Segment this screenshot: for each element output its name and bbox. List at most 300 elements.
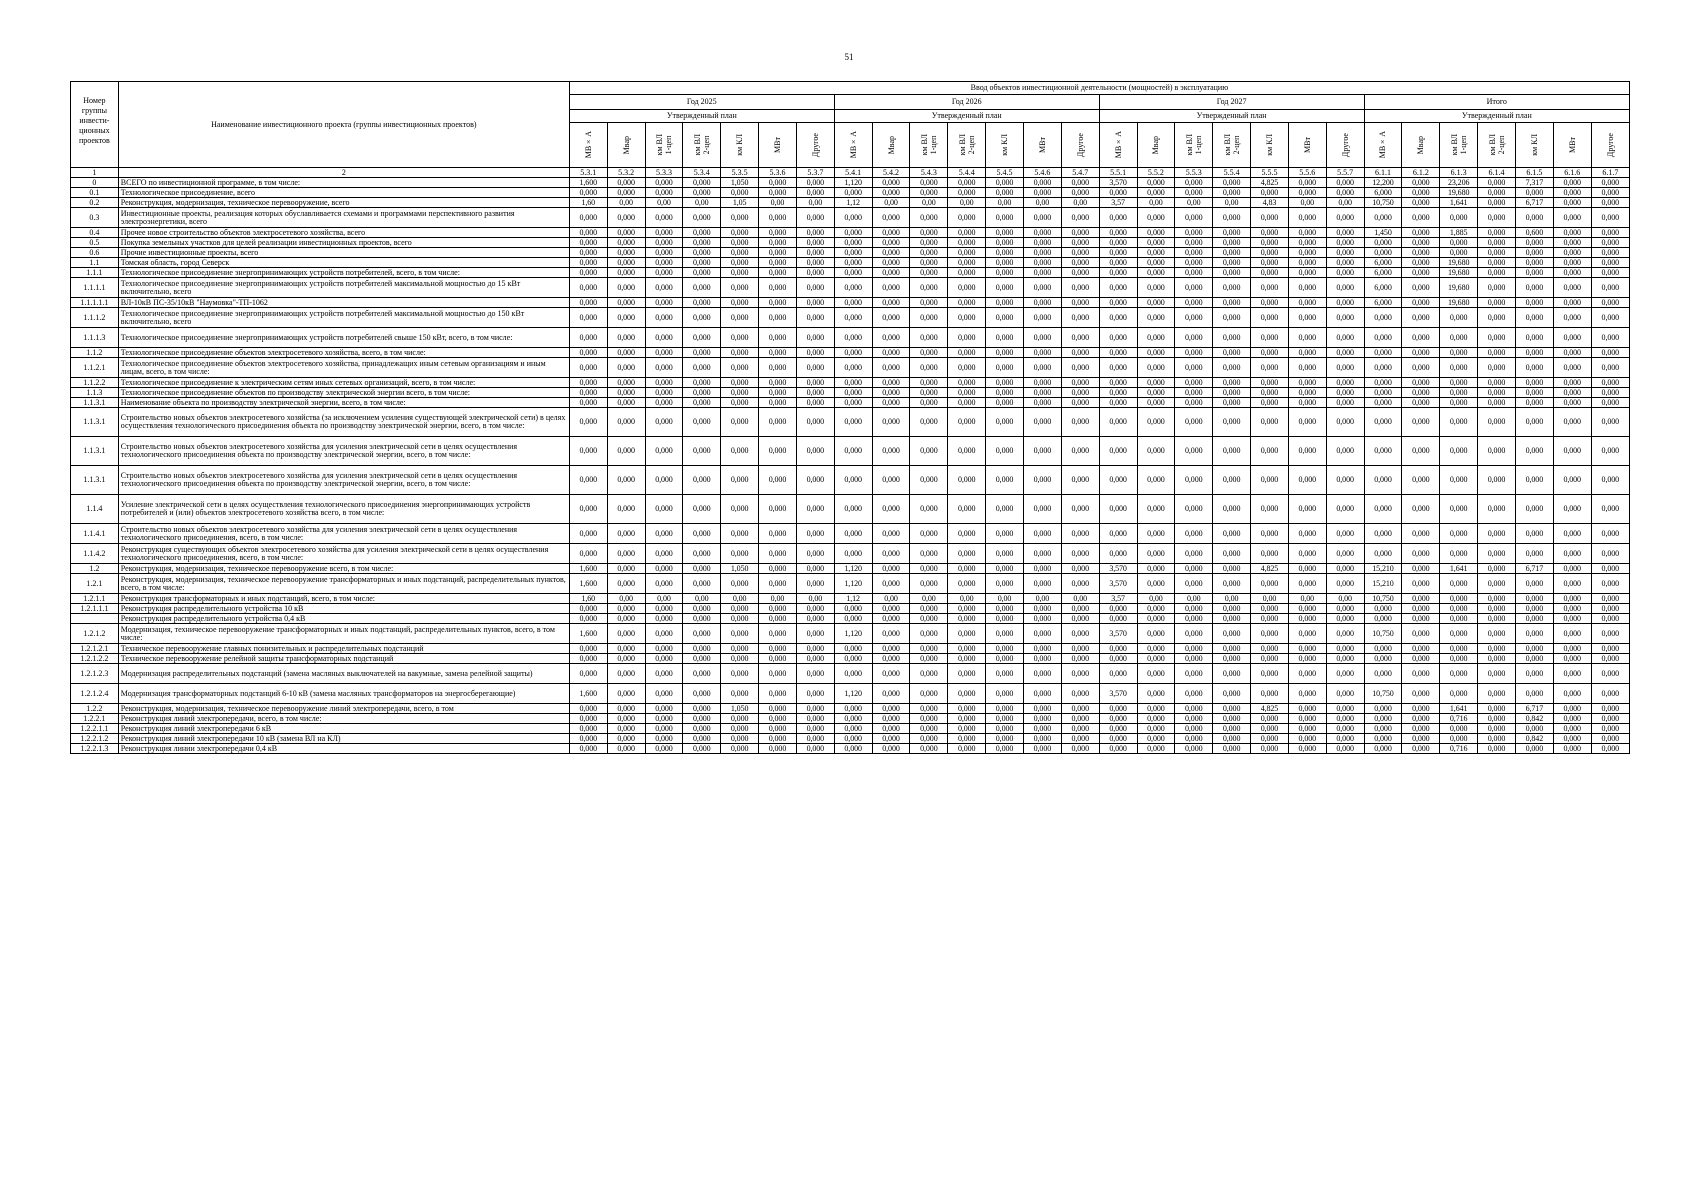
- row-value: 0,00: [910, 594, 948, 604]
- row-value: 0,000: [948, 624, 986, 644]
- row-value: 0,000: [1402, 358, 1440, 378]
- header-unit: [721, 123, 759, 168]
- row-value: 0,000: [1591, 664, 1629, 684]
- row-value: 0,000: [1137, 268, 1175, 278]
- row-project-name: Технологическое присоединение энергопринимающих устройств потребителей, всего, в том числе:: [118, 268, 569, 278]
- row-value: 0,000: [986, 644, 1024, 654]
- row-value: 4,825: [1251, 564, 1289, 574]
- row-value: 0,000: [948, 544, 986, 564]
- row-value: 0,000: [1553, 408, 1591, 437]
- row-value: 0,000: [1402, 664, 1440, 684]
- unit-label: Другое: [1605, 132, 1615, 158]
- row-value: 0,000: [1326, 724, 1364, 734]
- row-project-name: Модернизация, техническое перевооружение трансформаторных и иных подстанций, распределительных пунктов, всего, в том числе:: [118, 624, 569, 644]
- row-value: 0,000: [1553, 564, 1591, 574]
- row-value: 0,000: [683, 624, 721, 644]
- header-unit: [1478, 123, 1516, 168]
- row-value: 0,000: [1099, 238, 1137, 248]
- row-value: 0,000: [683, 228, 721, 238]
- row-value: 0,000: [910, 744, 948, 754]
- table-row: [71, 278, 1630, 298]
- row-value: 0,000: [1175, 178, 1213, 188]
- row-project-name: Техническое перевооружение главных понизительных и распределительных подстанций: [118, 644, 569, 654]
- row-value: 0,000: [1061, 734, 1099, 744]
- header-unit: [1251, 123, 1289, 168]
- row-value: 10,750: [1364, 624, 1402, 644]
- row-value: 19,680: [1440, 298, 1478, 308]
- row-value: 0,000: [1326, 298, 1364, 308]
- row-value: 0,000: [1288, 724, 1326, 734]
- row-value: 0,000: [834, 258, 872, 268]
- row-value: 0,000: [986, 654, 1024, 664]
- column-number: 5.4.4: [948, 168, 986, 178]
- row-value: 0,000: [1061, 564, 1099, 574]
- row-value: 0,000: [910, 378, 948, 388]
- row-value: 0,000: [1364, 724, 1402, 734]
- row-value: 0,000: [986, 248, 1024, 258]
- row-value: 0,000: [1591, 408, 1629, 437]
- row-value: 0,000: [1553, 574, 1591, 594]
- table-row: [71, 178, 1630, 188]
- row-value: 0,000: [1478, 248, 1516, 258]
- row-value: 0,000: [569, 654, 607, 664]
- row-value: 0,000: [1515, 437, 1553, 466]
- row-project-name: Реконструкция, модернизация, техническое перевооружение, всего: [118, 198, 569, 208]
- table-row: [71, 398, 1630, 408]
- row-value: 0,000: [872, 398, 910, 408]
- row-value: 0,000: [1515, 388, 1553, 398]
- row-value: 0,000: [1137, 744, 1175, 754]
- row-value: 0,000: [569, 278, 607, 298]
- row-value: 0,000: [759, 564, 797, 574]
- row-value: 0,000: [759, 437, 797, 466]
- row-value: 0,000: [1099, 644, 1137, 654]
- row-value: 0,000: [948, 378, 986, 388]
- row-value: 0,000: [721, 544, 759, 564]
- row-value: 0,00: [645, 594, 683, 604]
- row-value: 0,000: [1099, 308, 1137, 328]
- row-value: 0,000: [986, 228, 1024, 238]
- row-value: 0,00: [872, 198, 910, 208]
- row-value: 0,000: [834, 308, 872, 328]
- row-project-name: Технологическое присоединение энергопринимающих устройств потребителей максимальной мощностью до 15 кВт включительно, всего: [118, 278, 569, 298]
- row-number: 1.1.4.2: [71, 544, 119, 564]
- row-value: 0,000: [948, 248, 986, 258]
- row-value: 0,000: [1213, 238, 1251, 248]
- column-number: 5.5.4: [1213, 168, 1251, 178]
- row-value: 0,000: [1553, 466, 1591, 495]
- row-value: 0,000: [1213, 308, 1251, 328]
- row-value: 0,000: [910, 714, 948, 724]
- row-value: 0,000: [948, 358, 986, 378]
- row-value: 0,000: [721, 398, 759, 408]
- row-value: 0,000: [1061, 358, 1099, 378]
- row-value: 0,000: [1478, 524, 1516, 544]
- row-value: 0,000: [1175, 278, 1213, 298]
- table-row: [71, 358, 1630, 378]
- row-value: 6,717: [1515, 198, 1553, 208]
- row-value: 0,00: [1137, 198, 1175, 208]
- row-value: 0,000: [569, 466, 607, 495]
- row-value: 0,000: [1326, 744, 1364, 754]
- row-value: 0,000: [683, 298, 721, 308]
- row-value: 0,000: [834, 388, 872, 398]
- row-value: 0,000: [759, 495, 797, 524]
- header-unit: [872, 123, 910, 168]
- row-number: 1.1.4: [71, 495, 119, 524]
- row-value: 1,120: [834, 564, 872, 574]
- row-value: 0,000: [1440, 524, 1478, 544]
- row-value: 0,000: [1061, 308, 1099, 328]
- row-value: 0,000: [1099, 208, 1137, 228]
- row-value: 0,000: [1591, 238, 1629, 248]
- row-value: 0,000: [1553, 178, 1591, 188]
- row-value: 0,000: [872, 348, 910, 358]
- row-value: 0,000: [1213, 684, 1251, 704]
- row-value: 0,000: [1326, 408, 1364, 437]
- row-value: 0,000: [645, 614, 683, 624]
- row-value: 0,000: [834, 278, 872, 298]
- row-value: 0,000: [607, 398, 645, 408]
- row-value: 0,000: [1440, 654, 1478, 664]
- row-value: 23,206: [1440, 178, 1478, 188]
- row-value: 0,000: [1251, 388, 1289, 398]
- row-value: 0,000: [569, 308, 607, 328]
- row-value: 0,000: [1515, 664, 1553, 684]
- row-value: 0,00: [759, 198, 797, 208]
- row-value: 0,000: [1023, 268, 1061, 278]
- row-value: 0,000: [721, 328, 759, 348]
- table-row: [71, 564, 1630, 574]
- row-value: 0,000: [1175, 348, 1213, 358]
- row-value: 0,000: [1515, 358, 1553, 378]
- row-value: 0,000: [1515, 594, 1553, 604]
- row-value: 0,000: [1213, 544, 1251, 564]
- row-value: 0,000: [1402, 268, 1440, 278]
- row-value: 0,000: [607, 298, 645, 308]
- row-value: 0,000: [1553, 734, 1591, 744]
- row-value: 0,000: [721, 604, 759, 614]
- row-value: 0,000: [1478, 328, 1516, 348]
- row-value: 0,000: [872, 437, 910, 466]
- row-value: 0,000: [1478, 495, 1516, 524]
- header-unit: [645, 123, 683, 168]
- row-project-name: Наименование объекта по производству электрической энергии, всего, в том числе:: [118, 398, 569, 408]
- row-value: 0,000: [1478, 258, 1516, 268]
- row-value: 0,000: [645, 268, 683, 278]
- row-value: 0,000: [834, 378, 872, 388]
- row-value: 0,000: [910, 348, 948, 358]
- row-value: 0,000: [1553, 664, 1591, 684]
- header-period: Год 2026: [834, 95, 1099, 110]
- row-value: 0,000: [1326, 348, 1364, 358]
- header-unit: [796, 123, 834, 168]
- row-value: 0,000: [834, 188, 872, 198]
- row-value: 0,000: [683, 524, 721, 544]
- row-value: 10,750: [1364, 198, 1402, 208]
- row-value: 0,000: [872, 328, 910, 348]
- row-value: 0,00: [1251, 594, 1289, 604]
- row-value: 0,000: [1326, 684, 1364, 704]
- row-value: 0,000: [910, 574, 948, 594]
- row-value: 0,000: [1061, 228, 1099, 238]
- row-value: 0,000: [1515, 654, 1553, 664]
- row-project-name: ВСЕГО по инвестиционной программе, в том числе:: [118, 178, 569, 188]
- row-value: 0,000: [1213, 278, 1251, 298]
- row-number: 1.2.1.1.1: [71, 604, 119, 614]
- row-project-name: Реконструкция линий электропередачи 10 кВ (замена ВЛ на КЛ): [118, 734, 569, 744]
- header-unit: [1326, 123, 1364, 168]
- row-value: 0,000: [1402, 278, 1440, 298]
- row-value: 0,000: [683, 704, 721, 714]
- row-number: 1.1.1.2: [71, 308, 119, 328]
- row-value: 0,000: [569, 298, 607, 308]
- row-value: 0,000: [1023, 348, 1061, 358]
- row-value: 0,000: [1023, 644, 1061, 654]
- row-value: 0,000: [1288, 614, 1326, 624]
- row-value: 0,000: [796, 408, 834, 437]
- row-value: 0,000: [1137, 704, 1175, 714]
- row-value: 0,000: [1478, 604, 1516, 614]
- row-value: 0,000: [1515, 604, 1553, 614]
- row-project-name: Реконструкция линий электропередачи 6 кВ: [118, 724, 569, 734]
- row-value: 0,000: [1213, 258, 1251, 268]
- row-value: 0,000: [796, 228, 834, 238]
- row-value: 0,000: [1023, 654, 1061, 664]
- row-value: 0,000: [607, 564, 645, 574]
- row-value: 0,000: [1137, 564, 1175, 574]
- row-value: 0,000: [1023, 298, 1061, 308]
- column-number: 5.4.1: [834, 168, 872, 178]
- row-value: 0,000: [1061, 437, 1099, 466]
- row-value: 0,000: [1515, 614, 1553, 624]
- header-approved-plan: Утвержденный план: [1364, 110, 1629, 123]
- row-value: 0,000: [834, 614, 872, 624]
- row-value: 0,000: [1440, 664, 1478, 684]
- table-row: [71, 258, 1630, 268]
- row-number: 0: [71, 178, 119, 188]
- row-value: 0,000: [910, 268, 948, 278]
- row-value: 0,000: [986, 704, 1024, 714]
- row-value: 0,000: [1213, 188, 1251, 198]
- row-value: 0,00: [1213, 198, 1251, 208]
- row-value: 0,000: [1023, 684, 1061, 704]
- row-value: 0,000: [1402, 724, 1440, 734]
- row-value: 0,000: [1023, 744, 1061, 754]
- row-value: 0,000: [1553, 654, 1591, 664]
- row-value: 0,000: [1326, 714, 1364, 724]
- row-value: 0,000: [986, 624, 1024, 644]
- row-value: 0,000: [721, 734, 759, 744]
- row-value: 0,000: [872, 704, 910, 714]
- row-value: 0,000: [1061, 348, 1099, 358]
- row-value: 0,000: [1288, 268, 1326, 278]
- row-value: 0,000: [986, 328, 1024, 348]
- row-value: 0,00: [607, 594, 645, 604]
- row-value: 0,000: [1591, 704, 1629, 714]
- table-row: [71, 238, 1630, 248]
- row-value: 0,000: [1478, 278, 1516, 298]
- row-value: 0,000: [607, 188, 645, 198]
- row-value: 0,000: [1402, 308, 1440, 328]
- row-value: 0,00: [759, 594, 797, 604]
- row-value: 0,000: [1440, 248, 1478, 258]
- row-value: 0,000: [910, 624, 948, 644]
- row-project-name: Строительство новых объектов электросетевого хозяйства для усиления электрической сети в целях осуществления технологического присоединения объекта по производству электрической энергии, всего, в том числе:: [118, 437, 569, 466]
- row-value: 0,000: [1213, 704, 1251, 714]
- row-value: 0,00: [1023, 594, 1061, 604]
- row-value: 0,000: [948, 466, 986, 495]
- row-value: 0,000: [948, 308, 986, 328]
- row-value: 0,000: [759, 574, 797, 594]
- unit-label: км КЛ: [1264, 134, 1274, 156]
- row-project-name: Реконструкция, модернизация, техническое перевооружение всего, в том числе:: [118, 564, 569, 574]
- row-value: 3,57: [1099, 198, 1137, 208]
- row-value: 0,000: [1251, 714, 1289, 724]
- row-value: 0,000: [1288, 308, 1326, 328]
- row-value: 0,000: [683, 614, 721, 624]
- header-unit: [834, 123, 872, 168]
- row-value: 0,000: [948, 604, 986, 614]
- row-value: 0,000: [1402, 744, 1440, 754]
- row-value: 0,000: [910, 388, 948, 398]
- row-project-name: Технологическое присоединение объектов по производству электрической энергии всего, в том числе:: [118, 388, 569, 398]
- row-value: 0,000: [1591, 594, 1629, 604]
- row-value: 0,000: [1061, 388, 1099, 398]
- row-value: 0,00: [910, 198, 948, 208]
- row-value: 0,000: [1137, 544, 1175, 564]
- row-value: 0,000: [1213, 744, 1251, 754]
- row-value: 0,000: [1175, 524, 1213, 544]
- row-value: 0,000: [1591, 248, 1629, 258]
- row-value: 0,000: [759, 714, 797, 724]
- row-value: 0,000: [1402, 298, 1440, 308]
- row-value: 0,000: [569, 378, 607, 388]
- row-value: 0,000: [796, 248, 834, 258]
- row-value: 1,120: [834, 574, 872, 594]
- row-value: 0,000: [1402, 734, 1440, 744]
- row-value: 0,000: [645, 684, 683, 704]
- row-project-name: Реконструкция распределительного устройства 10 кВ: [118, 604, 569, 614]
- row-project-name: Технологическое присоединение энергопринимающих устройств потребителей максимальной мощностью до 150 кВт включительно, всего: [118, 308, 569, 328]
- row-value: 0,000: [796, 358, 834, 378]
- row-value: 0,000: [796, 348, 834, 358]
- row-value: 0,000: [1440, 734, 1478, 744]
- row-project-name: Покупка земельных участков для целей реализации инвестиционных проектов, всего: [118, 238, 569, 248]
- row-value: 0,000: [1175, 654, 1213, 664]
- row-project-name: Модернизация трансформаторных подстанций 6-10 кВ (замена масляных трансформаторов на энергосберегающие): [118, 684, 569, 704]
- row-value: 1,600: [569, 624, 607, 644]
- row-value: 1,641: [1440, 564, 1478, 574]
- row-value: 0,000: [607, 228, 645, 238]
- row-value: 0,000: [1364, 466, 1402, 495]
- row-value: 0,000: [1175, 268, 1213, 278]
- row-value: 0,000: [759, 544, 797, 564]
- row-value: 0,000: [1553, 378, 1591, 388]
- row-value: 19,680: [1440, 258, 1478, 268]
- row-value: 0,000: [948, 734, 986, 744]
- row-value: 0,000: [1251, 684, 1289, 704]
- row-value: 0,000: [1023, 466, 1061, 495]
- row-value: 0,000: [645, 604, 683, 614]
- row-value: 0,000: [1175, 724, 1213, 734]
- table-row: [71, 495, 1630, 524]
- row-value: 3,570: [1099, 574, 1137, 594]
- row-value: 0,000: [759, 308, 797, 328]
- row-value: 0,000: [683, 684, 721, 704]
- row-value: 0,000: [1364, 248, 1402, 258]
- row-value: 0,000: [645, 654, 683, 664]
- row-value: 0,716: [1440, 744, 1478, 754]
- unit-label: км ВЛ 1-цеп: [1184, 134, 1203, 156]
- row-value: 0,000: [1478, 624, 1516, 644]
- row-value: 0,000: [872, 664, 910, 684]
- header-period: Итого: [1364, 95, 1629, 110]
- row-value: 0,000: [1515, 466, 1553, 495]
- row-value: 0,000: [1326, 574, 1364, 594]
- table-row: [71, 544, 1630, 564]
- table-row: [71, 378, 1630, 388]
- row-value: 0,000: [1213, 398, 1251, 408]
- row-value: 0,000: [1326, 564, 1364, 574]
- row-value: 0,000: [948, 348, 986, 358]
- row-value: 0,000: [1364, 238, 1402, 248]
- row-value: 0,000: [796, 644, 834, 654]
- row-value: 0,000: [872, 408, 910, 437]
- row-value: 0,000: [683, 564, 721, 574]
- row-value: 0,000: [1515, 348, 1553, 358]
- row-value: 0,000: [1288, 744, 1326, 754]
- row-value: 0,000: [721, 208, 759, 228]
- row-value: 0,000: [1213, 248, 1251, 258]
- row-value: 0,000: [607, 388, 645, 398]
- row-value: 0,000: [1553, 298, 1591, 308]
- row-value: 0,000: [1023, 208, 1061, 228]
- row-value: 0,000: [607, 704, 645, 714]
- row-value: 1,12: [834, 594, 872, 604]
- row-value: 0,000: [910, 358, 948, 378]
- table-row: [71, 188, 1630, 198]
- row-project-name: Реконструкция, модернизация, техническое перевооружение линий электропередачи, всего, в том: [118, 704, 569, 714]
- row-value: 0,000: [569, 388, 607, 398]
- row-value: 0,000: [834, 398, 872, 408]
- row-value: 0,000: [1061, 268, 1099, 278]
- row-value: 0,000: [1061, 544, 1099, 564]
- row-value: 0,000: [834, 358, 872, 378]
- row-value: 0,000: [1251, 348, 1289, 358]
- row-value: 0,000: [834, 734, 872, 744]
- row-value: 0,000: [1023, 188, 1061, 198]
- row-value: 0,000: [1440, 348, 1478, 358]
- row-value: 0,000: [569, 724, 607, 734]
- row-value: 0,000: [645, 298, 683, 308]
- row-value: 3,570: [1099, 684, 1137, 704]
- row-value: 0,000: [1478, 574, 1516, 594]
- column-number: 5.3.5: [721, 168, 759, 178]
- row-value: 0,000: [1364, 378, 1402, 388]
- row-value: 0,000: [1213, 208, 1251, 228]
- row-value: 0,000: [759, 348, 797, 358]
- row-value: 0,000: [721, 308, 759, 328]
- row-value: 0,000: [1402, 328, 1440, 348]
- row-value: 0,000: [1326, 228, 1364, 238]
- row-value: 0,000: [1326, 248, 1364, 258]
- column-number: 2: [118, 168, 569, 178]
- row-value: 0,000: [607, 238, 645, 248]
- row-value: 0,000: [872, 238, 910, 248]
- row-value: 0,000: [1478, 408, 1516, 437]
- row-value: 0,000: [721, 524, 759, 544]
